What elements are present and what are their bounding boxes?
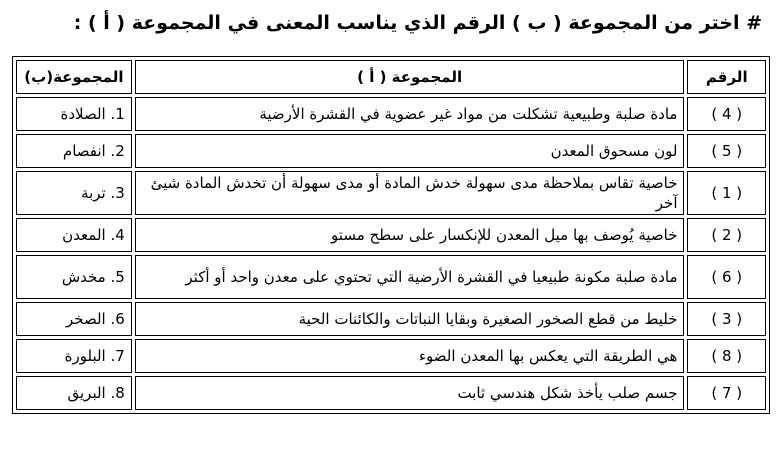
table-header-row <box>16 60 766 94</box>
description-cell: مادة صلبة وطبيعية تشكلت من مواد غير عضوية في القشرة الأرضية <box>135 97 685 131</box>
term-cell: 4. المعدن <box>16 218 132 252</box>
term-cell: 7. البلورة <box>16 339 132 373</box>
table-row <box>16 255 766 299</box>
table-row <box>16 134 766 168</box>
answer-cell: ( 7 ) <box>687 376 766 410</box>
answer-cell: ( 8 ) <box>687 339 766 373</box>
term-cell: 3. تربة <box>16 171 132 215</box>
description-cell: مادة صلبة مكونة طبيعيا في القشرة الأرضية التي تحتوي على معدن واحد أو أكثر <box>135 255 685 299</box>
answer-cell: ( 6 ) <box>687 255 766 299</box>
description-cell: خاصية يُوصف بها ميل المعدن للإنكسار على سطح مستو <box>135 218 685 252</box>
description-cell: جسم صلب يأخذ شكل هندسي ثابت <box>135 376 685 410</box>
term-cell: 1. الصلادة <box>16 97 132 131</box>
table-row <box>16 171 766 215</box>
answer-cell: ( 4 ) <box>687 97 766 131</box>
description-cell: خليط من قطع الصخور الصغيرة وبقايا النباتات والكائنات الحية <box>135 302 685 336</box>
answer-cell: ( 1 ) <box>687 171 766 215</box>
description-cell: لون مسحوق المعدن <box>135 134 685 168</box>
table-row <box>16 376 766 410</box>
exercise-title: # اختر من المجموعة ( ب ) الرقم الذي يناسب المعنى في المجموعة ( أ ) : <box>73 12 762 34</box>
table-row <box>16 218 766 252</box>
table-row <box>16 302 766 336</box>
table-row <box>16 97 766 131</box>
header-group-b: المجموعة(ب) <box>16 60 132 94</box>
answer-cell: ( 5 ) <box>687 134 766 168</box>
answer-cell: ( 2 ) <box>687 218 766 252</box>
term-cell: 6. الصخر <box>16 302 132 336</box>
answer-cell: ( 3 ) <box>687 302 766 336</box>
description-cell: خاصية تقاس بملاحظة مدى سهولة خدش المادة أو مدى سهولة أن تخدش المادة شيئ آخر <box>135 171 685 215</box>
description-cell: هي الطريقة التي يعكس بها المعدن الضوء <box>135 339 685 373</box>
term-cell: 2. انفصام <box>16 134 132 168</box>
header-group-a: المجموعة ( أ ) <box>135 60 685 94</box>
term-cell: 8. البريق <box>16 376 132 410</box>
header-number: الرقم <box>687 60 766 94</box>
matching-table <box>12 56 770 414</box>
table-row <box>16 339 766 373</box>
term-cell: 5. مخدش <box>16 255 132 299</box>
